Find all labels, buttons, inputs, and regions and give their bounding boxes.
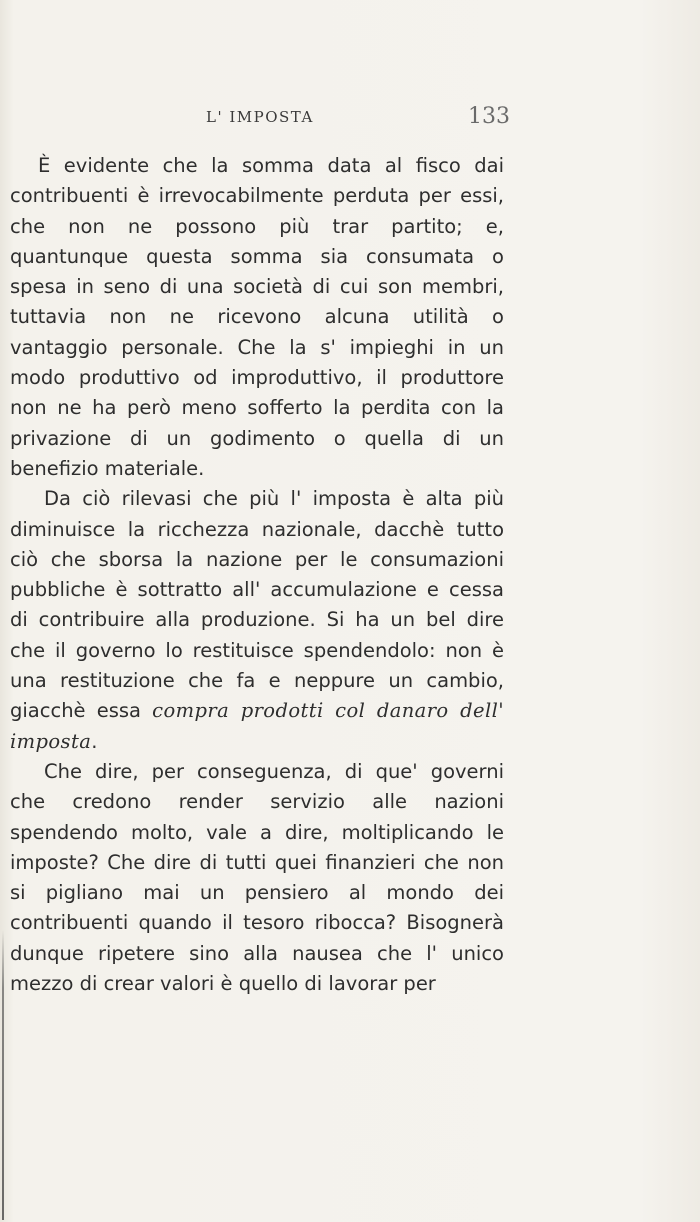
- paragraph-2-text: Da ciò rilevasi che più l' imposta è alta più diminuisce la ricchezza nazionale, dacchè tutto ciò che sborsa la nazione per le consumazioni pubbliche è sottratto all' accumulazione e cessa di contribuire alla produzione. Si ha un bel dire che il governo lo restituisce spendendolo: non è una restituzione che fa e neppure un cambio, giacchè essa: [10, 487, 504, 723]
- paragraph-2: [10, 484, 504, 757]
- running-head: L' IMPOSTA: [206, 108, 314, 126]
- paragraph-2-end: .: [91, 729, 98, 753]
- paragraph-2-italic-phrase: compra prodotti col danaro dell' imposta: [10, 699, 504, 753]
- paragraph-3: Che dire, per conseguenza, di que' governi che credono render servizio alle nazioni spendendo molto, vale a dire, moltiplicando le imposte? Che dire di tutti quei finanzieri che non si pigliano mai un pensiero al mondo dei contribuenti quando il tesoro ribocca? Bisognerà dunque ripetere sino alla nausea che l' unico mezzo di crear valori è quello di lavorar per: [10, 759, 504, 996]
- paragraph-1: È evidente che la somma data al fisco dai contribuenti è irrevocabilmente perduta per essi, che non ne possono più trar partito; e, quantunque questa somma sia consumata o spesa in seno di una società di cui son membri, tuttavia non ne ricevono alcuna utilità o vantaggio personale. Che la s' impieghi in un modo produttivo od improduttivo, il produttore non ne ha però meno sofferto la perdita con la privazione di un godimento o quella di un benefizio materiale.: [10, 154, 504, 480]
- page-number: 133: [468, 104, 510, 129]
- binding-shadow: [2, 930, 4, 1220]
- page-header: [10, 104, 510, 134]
- page-body: [10, 151, 504, 999]
